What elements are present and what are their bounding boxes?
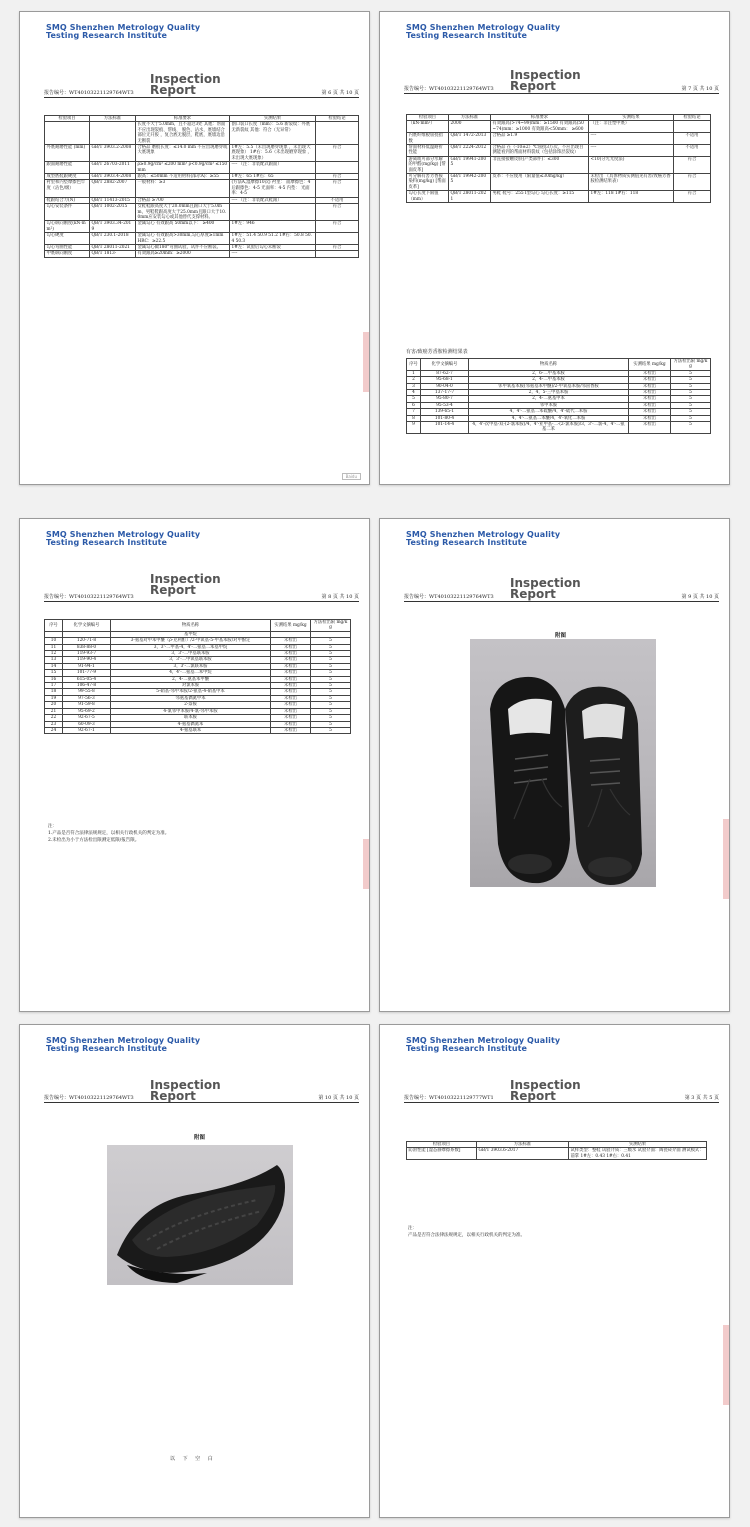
table-row [407, 422, 711, 434]
table-cell: 未检出 [271, 683, 311, 689]
table-cell: 3，3'-二甲基联苯胺 [111, 651, 271, 657]
table-cell: 未检出 [271, 708, 311, 714]
table-cell: 23 [45, 721, 63, 727]
table-cell: 未检出 [629, 409, 671, 415]
table-cell: 5 [311, 670, 351, 676]
seal-stamp [363, 332, 369, 392]
table-cell: 5 [311, 651, 351, 657]
table-cell: 22 [45, 715, 63, 721]
seal-stamp [723, 819, 729, 899]
table-cell: 95-80-7 [421, 396, 469, 402]
table-cell: ---- [589, 145, 674, 157]
notes: 注： 1.产品是否符合法律法规规定，以相关行政机关的判定为准。 2.未检出为小于方法检出限测定低限/报告限。 [48, 824, 170, 843]
table-cell: 6 [407, 402, 421, 408]
table-cell: ---- [589, 133, 674, 145]
table-cell: 未检出 [271, 670, 311, 676]
table-cell: 符合 [316, 244, 359, 250]
table-cell: 割口裂口长度（mm）：5.6 新裂纹：外底无新裂纹 其他：符合（无异常） [230, 122, 316, 145]
table-cell: 2，6-二甲基苯胺 [469, 370, 629, 376]
table-cell: 一般材料：≥3 [136, 180, 230, 197]
table-cell: 1#左：65 1#右：65 [230, 174, 316, 180]
table-cell: 外底耐磨性能 (mm) [45, 145, 90, 162]
table-cell: 5-硝基-邻甲苯胺/2-氨基-4-硝基甲苯 [111, 689, 271, 695]
table-cell: 5 [671, 383, 711, 389]
table-cell: 不适用 [674, 133, 711, 145]
institute-name: SMQ Shenzhen Metrology Quality Testing Research Institute [46, 23, 201, 40]
table-cell: GB/T 19941-2005 [449, 156, 491, 173]
table-cell: 2，4，5-三甲基苯胺 [469, 390, 629, 396]
table-cell: 邻氨基偶氮甲苯 [111, 695, 271, 701]
table-cell: 未检出 [629, 396, 671, 402]
table-cell: 2000 [449, 121, 491, 133]
table-cell: 3，3'-二甲基-4，4'-二氨基二苯基甲烷 [111, 644, 271, 650]
table-cell: 未检出 [271, 644, 311, 650]
table-cell: 邻甲氧基苯胺(邻氨基苯甲醚)/2-甲氧基苯胺/邻茴香胺 [469, 383, 629, 389]
table-cell: QB/T 11413-2015 [90, 197, 136, 203]
table-cell: QB/T 28011-2021 [90, 244, 136, 250]
table-cell: 5 [671, 415, 711, 421]
table-cell: 15 [45, 670, 63, 676]
table-cell: GB/T 3903.2-2008 [90, 145, 136, 162]
table-cell: （kN·mm²） [407, 121, 449, 133]
table-cell: <10(分光光度法) [589, 156, 674, 173]
table-cell: 1#左：试验后勾心未断裂 [230, 244, 316, 250]
table-row [45, 727, 351, 733]
table-cell: 未检出 [271, 715, 311, 721]
table-cell: 未检出 [629, 415, 671, 421]
table-row [407, 1148, 707, 1160]
table-cell [316, 122, 359, 145]
table-cell: 5 [671, 402, 711, 408]
table-cell: 119-90-4 [63, 657, 111, 663]
institute-name: SMQ Shenzhen Metrology Quality Testing Research Institute [406, 23, 561, 40]
table-cell: 衬里和内垫摩擦色牢度（沾色/级） [45, 180, 90, 197]
figure-caption: 附图 [194, 1135, 206, 1141]
table-cell: 95-69-2 [63, 708, 111, 714]
table-cell: 符合 [674, 156, 711, 173]
table-cell: 5 [671, 409, 711, 415]
table-cell [45, 122, 90, 145]
table-cell: 未检出 [271, 689, 311, 695]
table-cell: 金属勾心 有效跟高 50mm以下： ≥400 [136, 221, 230, 233]
table-cell: GB/T 26703-2011 [90, 162, 136, 174]
table-cell: GB/T 3903.4-2008 [90, 174, 136, 180]
amine-table: 序号 化学文摘编号 物质名称 实测结果 mg/kg 方法检出限 mg/kg 基甲烷 10 120-71-8 3-氨基对甲苯甲醚（ρ-克利酊）/2-甲氧基-5-甲基苯胺/对甲酚定 未检出 5 11 838-88-0 3，3'-二甲基-4，4'-二氨基二苯基甲烷 未检出 5 12 119-93-7 3，3'-二甲基联苯胺 未检出 5 13 119-90-4 3，3'-二甲氧基联苯胺 未检出 5 14 91-94-1 3，3'-二氯联苯胺 未检出 5 15 101-77-9 4，4'-二氨基二苯甲烷 未检出 5 16 615-05-4 2，4-二氨基苯甲醚 未检出 5 17 106-47-8 对氯苯胺 未检出 5 18 99-55-8 5-硝基-邻甲苯胺/2-氨基-4-硝基甲苯 未检出 5 19 97-56-3 邻氨基偶氮甲苯 未检出 5 20 91-59-8 2-萘胺 未检出 5 21 95-69-2 4-氯邻甲苯胺/4-氯-邻甲苯胺 未检出 5 22 92-67-5 联苯胺 未检出 5 23 60-09-3 4-氨基偶氮苯 未检出 5 24 92-67-1 4-氨基联苯 未检出 5 [44, 619, 351, 734]
table-cell: 5 [311, 657, 351, 663]
table-cell: 1#左：51.4 50.9 51.2 1#右：50.8 50.4 50.3 [230, 233, 316, 245]
table-cell: 97-56-3 [63, 695, 111, 701]
table-cell: 92-67-5 [63, 715, 111, 721]
table-cell: 合格品 ≥700 [136, 197, 230, 203]
table-cell: 未检出 [271, 663, 311, 669]
table-cell: 符合 [316, 174, 359, 180]
table-cell: 基甲烷 [111, 631, 271, 637]
table-cell: 符合 [316, 180, 359, 197]
table-row [45, 233, 359, 245]
table-cell: ρ≥0.9g/cm³ ≤200 mm³ ρ<0.9g/cm³ ≤150 mm [136, 162, 230, 174]
table-cell: 3-氨基对甲苯甲醚（ρ-克利酊）/2-甲氧基-5-甲基苯胺/对甲酚定 [111, 638, 271, 644]
table-cell: 3，3'-二甲氧基联苯胺 [111, 657, 271, 663]
table-cell: 金属勾心 有效跟高>30mm,勾心厚度≥1mm HRC：≥22.5 [136, 233, 230, 245]
table-cell: 符合 [316, 221, 359, 233]
table-cell: 5 [311, 721, 351, 727]
notes: 注： 产品是否符合法律法规规定，以相关行政机关的判定为准。 [408, 1226, 525, 1238]
table-cell: 跟面耐磨性能 [45, 162, 90, 174]
table-cell: 5 [671, 377, 711, 383]
table-cell: 5 [311, 715, 351, 721]
table-cell: 5 [671, 396, 711, 402]
report-title: Inspection Report [510, 68, 581, 93]
table-cell: 未检出 [271, 702, 311, 708]
table-cell: 合格品 ≥1.9 [491, 133, 589, 145]
table-row [45, 122, 359, 145]
table-cell: 4-氨基偶氮苯 [111, 721, 271, 727]
inspection-table: 检验项目 方法标准 标准要求 实测结果 检验结论 （kN·mm²） 2000 有效跟高(>74~99)mm：≥1500 有效跟高(50~74)mm：≥1000 有效跟高<50mm： ≥600 （注：非注塑中底） 内底纤维板屈挠指数 QB/T 1472-2013 合格品 ≥1.9 ---- 不适用 帮面材料低温耐折性能 QB/T 2224-2012 合格品 在（-10±2）℃屈挠3万次，不应出现目测能看到的帮面材料裂纹（包括涂饰层裂纹） ---- 不适用 游离或可部分水解的甲醛(mg/kg) [帮面皮革] GB/T 19941-2005 非直接接触皮肤(产类部件)：≤300 <10(分光光度法) 符合 可分解有害芳香胺染料(mg/kg) [帮面皮革] GB/T 19942-2005 皮革：不应使用（限量值≤30mg/kg） 未检出 （具体物质实测值见有害/致癌芳香胺检测结果表） 符合 勾心长度下限值（mm） QB/T 28011-2021 男鞋 鞋号：255 I型勾心 勾心长度：≥115 1#左：118 1#右：118 符合 [406, 114, 711, 203]
table-cell: 皮革：不应使用（限量值≤30mg/kg） [491, 174, 589, 191]
table-row [45, 180, 359, 197]
table-cell: 5 [671, 370, 711, 376]
table-row [45, 251, 359, 257]
table-row [407, 145, 711, 157]
table-cell: 90-04-0 [421, 383, 469, 389]
table-cell: 615-05-4 [63, 676, 111, 682]
report-title: Inspection Report [510, 1078, 581, 1103]
table-cell: 139-65-1 [421, 409, 469, 415]
table-cell: 91-94-1 [63, 663, 111, 669]
table-cell: 5 [311, 676, 351, 682]
table-cell: 16 [45, 676, 63, 682]
table-cell: 未检出 [629, 422, 671, 434]
institute-name: SMQ Shenzhen Metrology Quality Testing Research Institute [46, 530, 201, 547]
table-cell: 5 [311, 689, 351, 695]
table-cell: 跟高：≤50mm 不适用材料(邵尔A)：≥55 [136, 174, 230, 180]
table-cell: 女鞋鞋跟高度大于20.0mm且跟口大于5.0mm，男鞋鞋跟高度大于25.0mm且跟口大于10.0mm应安装勾心或其他替代支撑材料。 [136, 204, 230, 221]
table-cell: 不适用 [316, 197, 359, 203]
report-page-9 [379, 518, 730, 1012]
table-cell: 101-14-4 [421, 422, 469, 434]
report-page-7 [379, 11, 730, 485]
table-cell: 3，3'-二氯联苯胺 [111, 663, 271, 669]
amine-table: 序号 化学文摘编号 物质名称 实测结果 mg/kg 方法检出限 mg/kg 1 87-62-7 2，6-二甲基苯胺 未检出 5 2 95-68-1 2，4-二甲基苯胺 未检出 5 3 90-04-0 邻甲氧基苯胺(邻氨基苯甲醚)/2-甲氧基苯胺/邻茴香胺 未检出 5 4 137-17-7 2，4，5-三甲基苯胺 未检出 5 5 95-80-7 2，4-二氨基甲苯 未检出 5 6 95-53-4 邻甲苯胺 未检出 5 7 139-65-1 4，4'-二氨基二苯硫醚/4，4'-硫代二苯胺 未检出 5 8 101-80-4 4，4'-二氨基二苯醚/4，4'-氧化二苯胺 未检出 5 9 101-14-4 4，4'-次甲基-双-(2-氯苯胺)/4，4'-亚甲基-二-(2-氯苯胺)/3，3'-二氯-4，4'-二氨基二苯 未检出 5 [406, 358, 711, 434]
table-cell: 4-氯邻甲苯胺/4-氯-邻甲苯胺 [111, 708, 271, 714]
table-cell: 中底纵向刚度 [45, 251, 90, 257]
table-cell: 60-09-3 [63, 721, 111, 727]
table-cell: （注：非注塑中底） [589, 121, 674, 133]
table-cell: 1#左：946 [230, 221, 316, 233]
institute-name: SMQ Shenzhen Metrology Quality Testing Research Institute [406, 530, 561, 547]
report-title: Inspection Report [150, 72, 221, 97]
table-cell: 5 [311, 727, 351, 733]
table-cell: 91-59-8 [63, 702, 111, 708]
table-cell: QB/T 1813- [90, 251, 136, 257]
table-cell: 男鞋 鞋号：255 I型勾心 勾心长度：≥115 [491, 191, 589, 203]
inspection-table: 检验项目 方法标准 实测结果 防滑性能 [湿态静摩擦系数] GB/T 3903.6-2017 试样类型：整鞋 试验介质：三级水 试验介面：陶瓷砖介面 测试模式：前掌 1#左：0.43 1#右：0.41 [406, 1141, 707, 1160]
table-cell: 未检出 [271, 651, 311, 657]
table-cell: 鞋跟结合力(N) [45, 197, 90, 203]
table-cell: 2-萘胺 [111, 702, 271, 708]
table-cell: 5 [311, 638, 351, 644]
table-cell [230, 204, 316, 221]
table-cell: 7 [407, 409, 421, 415]
table-cell: 17 [45, 683, 63, 689]
shoe-photo-top [470, 639, 656, 887]
table-cell: 19 [45, 695, 63, 701]
table-cell: 120-71-8 [63, 638, 111, 644]
table-cell: 有效跟高≥20mm：≥2000 [136, 251, 230, 257]
table-cell: 13 [45, 657, 63, 663]
table-row [407, 191, 711, 203]
table-cell: 符合 [316, 204, 359, 221]
table-cell: 5 [671, 390, 711, 396]
table-cell: 未检出 [629, 370, 671, 376]
table-cell: 4，4'-次甲基-双-(2-氯苯胺)/4，4'-亚甲基-二-(2-氯苯胺)/3，3'-二氯-4，4'-二氨基二苯 [469, 422, 629, 434]
table-cell: 24 [45, 727, 63, 733]
table-row [407, 133, 711, 145]
table-cell: 4-氨基联苯 [111, 727, 271, 733]
table-cell: 游离或可部分水解的甲醛(mg/kg) [帮面皮革] [407, 156, 449, 173]
table-cell: 未检出 （具体物质实测值见有害/致癌芳香胺检测结果表） [589, 174, 674, 191]
blank-marker: 以 下 空 白 [170, 1456, 216, 1462]
table-cell: 金属勾心做180°弯曲试验，试件不应断裂。 [136, 244, 230, 250]
table-cell [674, 121, 711, 133]
seal-stamp [723, 1325, 729, 1405]
table-cell: 符合 [674, 174, 711, 191]
table-cell: 11 [45, 644, 63, 650]
table-cell: 18 [45, 689, 63, 695]
table-cell: GB/T 19942-2005 [449, 174, 491, 191]
table-cell: QB/T 2224-2012 [449, 145, 491, 157]
table-cell [316, 233, 359, 245]
table-cell: 2，4-二氨基甲苯 [469, 396, 629, 402]
table-cell: QB/T 230.1-2018 [90, 233, 136, 245]
table-cell: 5 [311, 644, 351, 650]
table-cell: 试样类型：整鞋 试验介质：三级水 试验介面：陶瓷砖介面 测试模式：前掌 1#左：0.43 1#右：0.41 [569, 1148, 707, 1160]
table-cell: ---- （注：非装配式跟面） [230, 162, 316, 174]
table-cell: ---- （注：非装配式鞋跟） [230, 197, 316, 203]
shoe-photo-sole [107, 1145, 293, 1285]
table-cell: 2，4-二甲基苯胺 [469, 377, 629, 383]
table-cell: 1#左：118 1#右：118 [589, 191, 674, 203]
table-cell: 对氯苯胺 [111, 683, 271, 689]
table-cell: 未检出 [629, 402, 671, 408]
table-row [45, 145, 359, 162]
table-cell: 5 [671, 422, 711, 434]
table-cell: 95-68-1 [421, 377, 469, 383]
table-cell [316, 251, 359, 257]
table-cell: 3 [407, 383, 421, 389]
table-cell: 邻甲苯胺 [469, 402, 629, 408]
table-cell: 不适用 [674, 145, 711, 157]
report-header: 报告编号：WT40103221129764WT3 第 10 页 共 10 页 [44, 1095, 359, 1101]
table-row [45, 204, 359, 221]
table-cell: 长度不大于5.0mm，且不超过3处 其他：帮面不应出现裂痕、帮线、 脱色、沾水，底墙结合部位无开胶 ，复合底无脱层，鞋底，底墙边沿 无断裂 [136, 122, 230, 145]
institute-name: SMQ Shenzhen Metrology Quality Testing Research Institute [406, 1036, 561, 1053]
institute-name: SMQ Shenzhen Metrology Quality Testing Research Institute [46, 1036, 201, 1053]
table-cell: 未检出 [629, 383, 671, 389]
table-cell: 4，4'-二氨基二苯甲烷 [111, 670, 271, 676]
table-header-row: 检验项目 方法标准 标准要求 实测结果 检验结论 [45, 116, 359, 122]
table-cell: 838-88-0 [63, 644, 111, 650]
table-cell: 未检出 [271, 695, 311, 701]
table-cell: 10 [45, 638, 63, 644]
table-row [407, 156, 711, 173]
corner-button[interactable]: Baidu [342, 473, 361, 480]
table-cell: 勾心纵向刚度(kN·mm²) [45, 221, 90, 233]
table-cell: 帮面材料低温耐折性能 [407, 145, 449, 157]
table-cell: 合格品 在（-10±2）℃屈挠3万次，不应出现目测能看到的帮面材料裂纹（包括涂饰层裂纹） [491, 145, 589, 157]
table-cell: 2 [407, 377, 421, 383]
table-cell: 成型底鞋跟硬度 [45, 174, 90, 180]
table-cell: QB/T 1002-2015 [90, 204, 136, 221]
table-row [45, 221, 359, 233]
table-cell: 4，4'-二氨基二苯硫醚/4，4'-硫代二苯胺 [469, 409, 629, 415]
table-cell: 14 [45, 663, 63, 669]
report-page-3 [379, 1024, 730, 1518]
table-cell: 21 [45, 708, 63, 714]
table-cell: 95-53-4 [421, 402, 469, 408]
table-cell: 5 [407, 396, 421, 402]
table-cell: 勾心安装条件 [45, 204, 90, 221]
report-page-8 [19, 518, 370, 1012]
table-cell: GB/T 3903.6-2017 [477, 1148, 569, 1160]
report-header: 报告编号：WT40103221129764WT3 第 9 页 共 10 页 [404, 594, 719, 600]
subtable-title: 有害/致癌芳香胺检测结果表 [406, 349, 468, 355]
table-cell: 未检出 [271, 727, 311, 733]
table-cell: 防滑性能 [湿态静摩擦系数] [407, 1148, 477, 1160]
table-cell: 符合 [316, 145, 359, 162]
table-cell: 非直接接触皮肤(产类部件)：≤300 [491, 156, 589, 173]
table-cell: 未检出 [271, 638, 311, 644]
report-page-10 [19, 1024, 370, 1518]
report-page-6 [19, 11, 370, 485]
table-row [407, 174, 711, 191]
table-cell: 联苯胺 [111, 715, 271, 721]
table-row [45, 162, 359, 174]
table-cell: (方法A,湿摩擦10次) 衬里： 面摩擦色：4 后跟擦色：4-5 光面率：4-5 内垫： 光面率：4-5 [230, 180, 316, 197]
table-cell: 内底纤维板屈挠指数 [407, 133, 449, 145]
table-cell: 未检出 [271, 676, 311, 682]
table-cell: QB/T 1472-2013 [449, 133, 491, 145]
table-cell: 勾心长度下限值（mm） [407, 191, 449, 203]
table-cell: 可分解有害芳香胺染料(mg/kg) [帮面皮革] [407, 174, 449, 191]
table-cell: 5 [311, 695, 351, 701]
report-header: 报告编号：WT40103221129764WT3 第 8 页 共 10 页 [44, 594, 359, 600]
table-cell: 勾心弯曲性能 [45, 244, 90, 250]
report-title: Inspection Report [150, 1078, 221, 1103]
table-cell: 符合 [674, 191, 711, 203]
table-cell: 未检出 [629, 390, 671, 396]
seal-stamp [363, 839, 369, 889]
table-cell: 8 [407, 415, 421, 421]
table-cell: 4 [407, 390, 421, 396]
table-cell: 106-47-8 [63, 683, 111, 689]
table-cell: 2，4-二氨基苯甲醚 [111, 676, 271, 682]
table-cell: 5 [311, 663, 351, 669]
table-cell: ---- [230, 251, 316, 257]
figure-caption: 附图 [555, 633, 567, 639]
table-cell: 137-17-7 [421, 390, 469, 396]
table-cell: 勾心硬度 [45, 233, 90, 245]
table-cell: 5 [311, 702, 351, 708]
table-cell [316, 162, 359, 174]
table-cell: 1#左：5.5（未出现磨穿现象 ，未出现大底现象） 1#右：5.6（未出现磨穿现象 ，未出现大底现象） [230, 145, 316, 162]
table-cell: 5 [311, 708, 351, 714]
report-header: 报告编号：WT40103221129777WT1 第 3 页 共 5 页 [404, 1095, 719, 1101]
table-cell: QB/T 28011-2021 [449, 191, 491, 203]
table-cell: 12 [45, 651, 63, 657]
table-cell [90, 122, 136, 145]
table-cell: 合格品 磨痕长度：≤14.0 mm 不应出现磨穿或大底现象 [136, 145, 230, 162]
table-cell: 101-77-9 [63, 670, 111, 676]
table-cell: 1 [407, 370, 421, 376]
table-cell: QB/T 3903.34-2019 [90, 221, 136, 233]
inspection-table [44, 115, 359, 258]
table-cell: 5 [311, 683, 351, 689]
report-header: 报告编号：WT40103221129764WT3 第 7 页 共 10 页 [404, 86, 719, 92]
table-cell: 119-93-7 [63, 651, 111, 657]
report-title: Inspection Report [510, 576, 581, 601]
table-cell: 9 [407, 422, 421, 434]
report-title: Inspection Report [150, 572, 221, 597]
table-cell: 有效跟高(>74~99)mm：≥1500 有效跟高(50~74)mm：≥1000 有效跟高<50mm： ≥600 [491, 121, 589, 133]
table-row [407, 121, 711, 133]
table-cell: 87-62-7 [421, 370, 469, 376]
report-header: 报告编号：WT40103221129764WT3 第 6 页 共 10 页 [44, 90, 359, 96]
table-cell: 4，4'-二氨基二苯醚/4，4'-氧化二苯胺 [469, 415, 629, 421]
table-cell: 99-55-8 [63, 689, 111, 695]
table-cell: QB/T 2882-2007 [90, 180, 136, 197]
table-cell: 20 [45, 702, 63, 708]
table-cell: 未检出 [271, 657, 311, 663]
table-cell: 92-67-1 [63, 727, 111, 733]
table-cell: 101-80-4 [421, 415, 469, 421]
table-cell: 未检出 [629, 377, 671, 383]
table-cell: 未检出 [271, 721, 311, 727]
